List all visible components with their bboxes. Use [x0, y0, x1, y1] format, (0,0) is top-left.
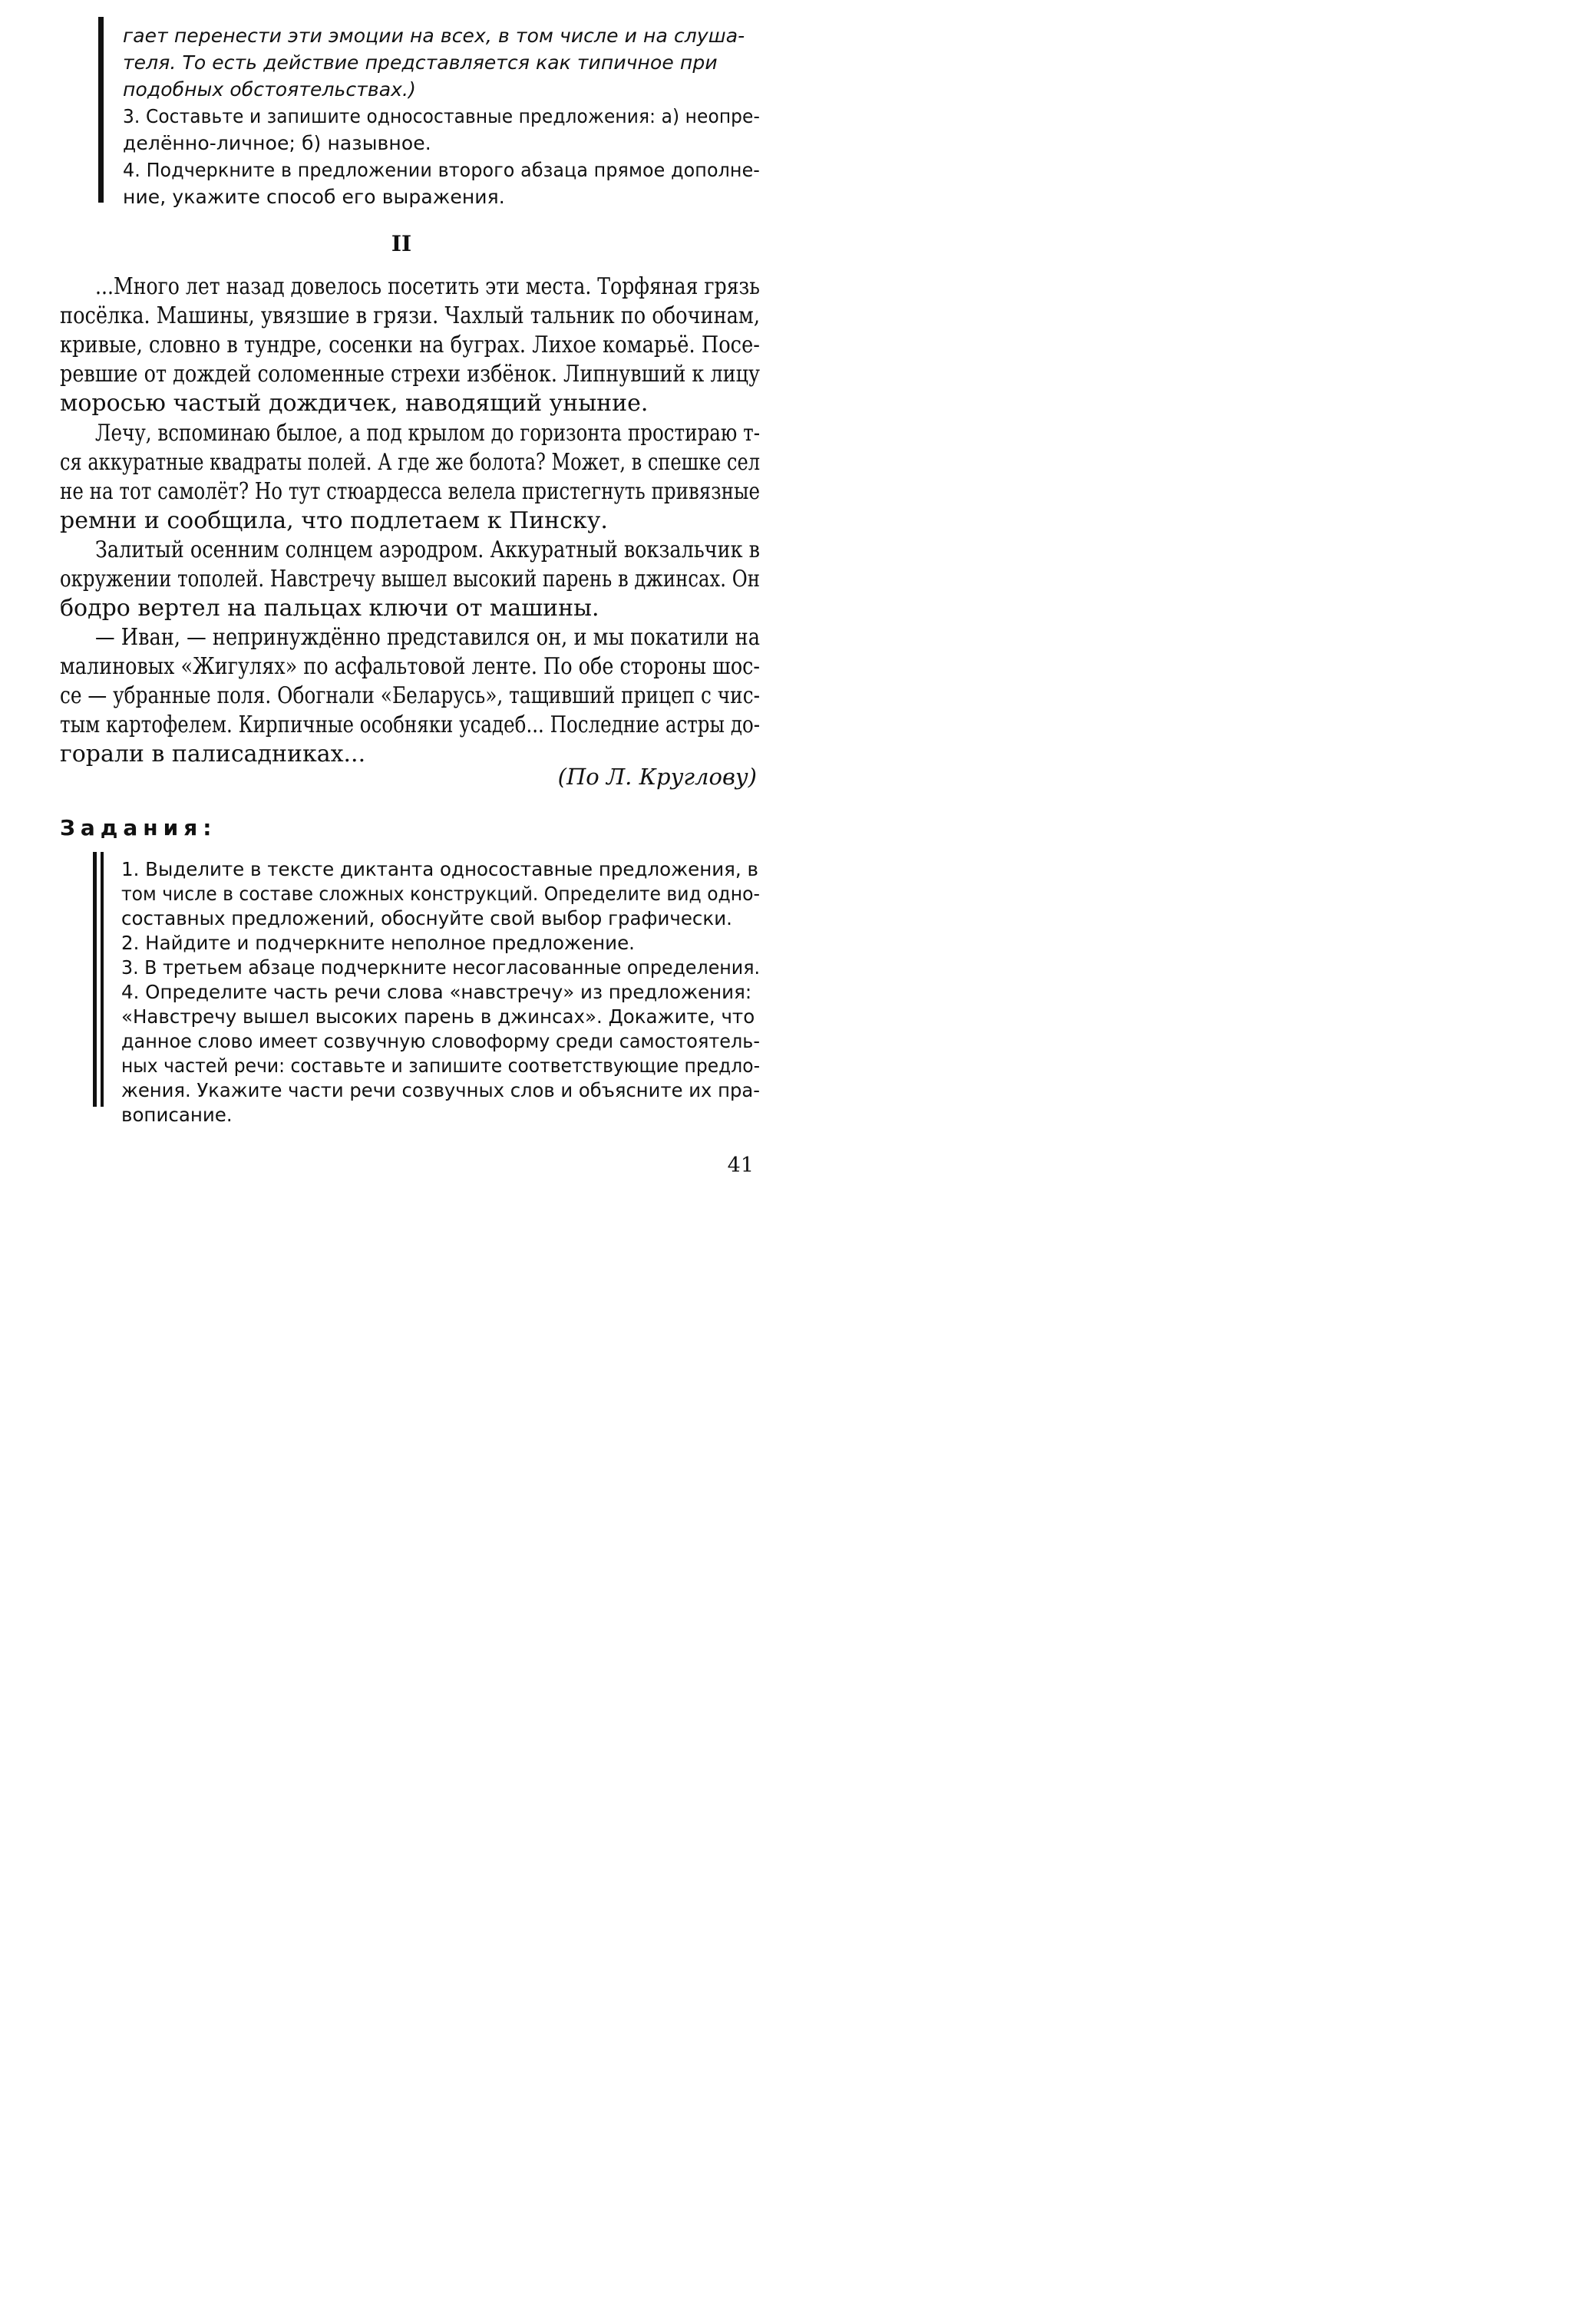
dictation-line: бодро вертел на пальцах ключи от машины. — [60, 595, 599, 622]
book-page — [0, 0, 803, 1192]
task-line: жения. Укажите части речи созвучных слов и объясните их пра- — [121, 1079, 760, 1101]
top-task-line: теля. То есть действие представляется как типичное при — [123, 51, 718, 74]
task-line: 3. В третьем абзаце подчеркните несогласованные определения. — [121, 956, 761, 979]
source-attribution: (По Л. Круглову) — [557, 764, 757, 790]
task-line: «Навстречу вышел высоких парень в джинсах». Докажите, что — [121, 1005, 755, 1028]
dictation-line: моросью частый дождичек, наводящий уныние. — [60, 390, 649, 417]
dictation-line: малиновых «Жигулях» по асфальтовой ленте. По обе стороны шос- — [60, 653, 761, 680]
task-line: 1. Выделите в тексте диктанта односоставные предложения, в — [121, 858, 758, 880]
dictation-text — [0, 0, 803, 768]
dictation-line: Залитый осенним солнцем аэродром. Аккуратный вокзальчик в — [95, 536, 761, 563]
bottom-margin-bar-left — [93, 852, 97, 1107]
top-task-line: 3. Составьте и запишите односоставные предложения: а) неопре- — [123, 105, 761, 127]
page-number: 41 — [727, 1154, 754, 1177]
top-task-line: делённо-личное; б) назывное. — [123, 132, 431, 154]
dictation-line: ревшие от дождей соломенные стрехи избёнок. Липнувший к лицу — [60, 361, 761, 388]
task-line: ных частей речи: составьте и запишите соответствующие предло- — [121, 1055, 761, 1077]
top-task-line: ние, укажите способ его выражения. — [123, 186, 505, 208]
section-numeral: II — [391, 231, 412, 256]
tasks-heading: Задания: — [60, 815, 217, 840]
task-line: 2. Найдите и подчеркните неполное предложение. — [121, 932, 635, 954]
dictation-line: тым картофелем. Кирпичные особняки усадеб... Последние астры до- — [60, 711, 761, 738]
dictation-line: ся аккуратные квадраты полей. А где же болота? Может, в спешке сел — [60, 449, 761, 476]
dictation-line: посёлка. Машины, увязшие в грязи. Чахлый тальник по обочинам, — [60, 302, 760, 329]
dictation-line: горали в палисадниках... — [60, 741, 366, 768]
dictation-line: ремни и сообщила, что подлетаем к Пинску. — [60, 507, 608, 534]
top-task-line: подобных обстоятельствах.) — [123, 78, 416, 101]
dictation-line: ...Много лет назад довелось посетить эти места. Торфяная грязь — [95, 273, 760, 300]
task-line: том числе в составе сложных конструкций. Определите вид одно- — [121, 883, 760, 905]
dictation-line: окружении тополей. Навстречу вышел высокий парень в джинсах. Он — [60, 566, 760, 593]
dictation-line: не на тот самолёт? Но тут стюардесса велела пристегнуть привязные — [60, 478, 760, 505]
dictation-line: се — убранные поля. Обогнали «Беларусь», тащивший прицеп с чис- — [60, 682, 760, 709]
bottom-margin-bar-right — [101, 852, 104, 1107]
bottom-tasks-block — [121, 852, 762, 1126]
task-line: данное слово имеет созвучную словоформу среди самостоятель- — [121, 1030, 761, 1052]
top-task-line: 4. Подчеркните в предложении второго абзаца прямое дополне- — [123, 159, 761, 181]
dictation-line: Лечу, вспоминаю былое, а под крылом до горизонта простираю т- — [95, 420, 761, 447]
dictation-line: кривые, словно в тундре, сосенки на буграх. Лихое комарьё. Посе- — [60, 332, 760, 358]
task-line: вописание. — [121, 1104, 233, 1126]
task-line: 4. Определите часть речи слова «навстречу» из предложения: — [121, 981, 752, 1003]
dictation-line: — Иван, — непринуждённо представился он, и мы покатили на — [95, 624, 760, 651]
top-task-line: гает перенести эти эмоции на всех, в том числе и на слуша- — [123, 25, 745, 47]
task-line: составных предложений, обоснуйте свой выбор графически. — [121, 907, 732, 929]
